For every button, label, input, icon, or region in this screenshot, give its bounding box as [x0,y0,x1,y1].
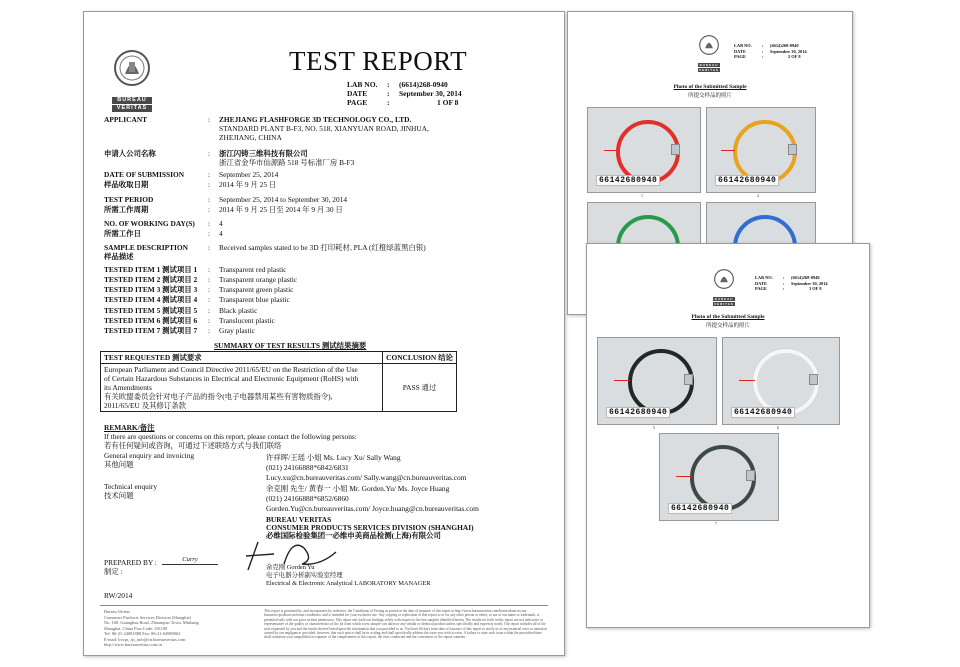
logo-text-bottom: VERITAS [112,105,152,112]
photo-caption-cn: 所提交样品的照片 [705,323,750,329]
summary-header-requested: TEST REQUESTED 测试要求 [101,352,383,364]
division-line: 必维国际检验集团一必维申美商品检测(上海)有限公司 [266,531,441,540]
page-meta: LAB NO. : (6614)268-0940 DATE : September 30, 2014 PAGE : 2 OF 8 [734,43,807,59]
tested-item-label: TESTED ITEM 3 测试项目 3 [104,285,198,294]
tested-item-label: TESTED ITEM 7 测试项目 7 [104,326,198,335]
contact-label: General enquiry and invoicing [104,451,195,460]
footer-legal-text: This report is governed by, and incorporates by reference, the Conditions of Testing as posted at the date of issuance of this report at http://www.bureauveritas.com/home/about-us/our-business/cps/about-us/terms-conditions/ and is intended for your exclusive use. Any copying or replication of this report to or for any other person or entity, or use of our name or trademark, is permitted only with our prior written permission. This report sets forth our findings solely with respect to the test samples identified herein. The results set forth in this report are not indicative or representative of the quality or characteristics of the lot from which a test sample was taken or any similar or identical product unless specifically and expressly noted. Our report includes all of the tests requested by you and the results thereof based upon the information that you provided to us. You have 60 days from date of issuance of this report to notify us of any material error or omission caused by our negligence; provided, however, that such notice shall be in writing and shall specifically address the issue you wish to raise. A failure to raise such issue within the prescribed time shall constitute your unqualified acceptance of the completeness of this report, the tests conducted and the correctness of the report contents. [264,609,547,640]
sample-photo-7 [659,433,779,521]
meta-lab-no: LAB NO. : (6614)268-0940 [347,80,448,89]
contact-label: Technical enquiry [104,482,158,491]
summary-row [101,364,457,412]
contact-line: 许祥晖/王瑶 小姐 Ms. Lucy Xu/ Sally Wang [266,453,401,462]
logo-text-top: BUREAU [112,97,152,104]
footer-divider [100,605,548,606]
field-value: Received samples stated to be 3D 打印耗材, PLA (红橙绿蓝黑白银) [219,243,426,252]
sample-label: 66142680940 [668,503,732,514]
bureau-veritas-logo: BUREAU VERITAS [698,34,720,72]
division-line: CONSUMER PRODUCTS SERVICES DIVISION (SHANGHAI) [266,523,474,532]
seal-icon [112,48,152,92]
bureau-veritas-logo [112,48,152,112]
sample-photo-5 [597,337,717,425]
report-page-3: BUREAU VERITAS LAB NO. : (6614)268-0940 DATE : September 30, 2014 PAGE : 3 OF 8 Photo of the Submitted Sample 所提交样品的照片 66142680940 5 66142680940 6 66142680940 7 [586,243,870,628]
applicant-address-cn: 浙江省金华市仙源路 518 号标准厂房 B-F3 [219,158,355,167]
summary-header-conclusion: CONCLUSION 结论 [383,352,457,364]
field-value: 4 [219,229,223,238]
field-label: TEST PERIOD [104,195,154,204]
tested-item-value: Transparent blue plastic [219,295,290,304]
seal-icon [698,34,720,58]
tested-item-label: TESTED ITEM 6 测试项目 6 [104,316,198,325]
summary-conclusion: PASS 通过 [383,364,457,412]
summary-header-row [101,352,457,364]
field-value: 2014 年 9 月 25 日至 2014 年 9 月 30 日 [219,205,343,214]
seal-icon [713,268,735,292]
report-meta [347,80,462,107]
report-page-1: BUREAU VERITAS TEST REPORT LAB NO. : (6614)268-0940 DATE : September 30, 2014 PAGE : 1 OF 8 APPLICANT : ZHEJIANG FLASHFORGE 3D TECHNOLOGY CO., LTD. STANDARD PLANT B-F3, NO. 518, XIANYUAN ROAD, JINHUA, ZHEJIANG, CHINA 申请人公司名称 : 浙江闪铸三维科技有限公司 浙江省金华市仙源路 518 号标准厂房 B-F3 DATE OF SUBMISSION : September 25, 2014 样品收取日期 : 2014 年 9 月 25 日 TEST PERIOD : September 25, 2014 to September 30, 2014 所需工作周期 : 2014 年 9 月 25 日至 2014 年 9 月 30 日 NO. OF WORKING DAY(S) : 4 所需工作日 : 4 SAMPLE DESCRIPTION : Received samples stated to be 3D 打印耗材, PLA (红橙绿蓝黑白银) 样品描述 TESTED ITEM 1 测试项目 1 : Transparent red plastic TESTED ITEM 2 测试项目 2 : Transparent orange plastic TESTED ITEM 3 测试项目 3 : Transparent green plastic TESTED ITEM 4 测试项目 4 : Transparent blue plastic TESTED ITEM 5 测试项目 5 : Black plastic TESTED ITEM 6 测试项目 6 : Translucent plastic TESTED ITEM 7 测试项目 7 : Gray plastic SUMMARY OF TEST RESULTS 测试结果摘要 TEST REQUESTED 测试要求 CONCLUSION 结论 European Parliament and Council Directive 2011/65/EU on the Restriction of the Use of Certain Hazardous Substances in Electrical and Electronic Equipment (RoHS) with its Amendments 有关欧盟委员会针对电子产品的指令(电子电器禁用某些有害物质指令), 2011/65/EU 及其修订条款 PASS 通过 REMARK/备注 If there are questions or concerns on this report, please contact the following persons: 若有任何疑问或咨询，可通过下述联络方式与我们联络 General enquiry and invoicing 其他问题 许祥晖/王瑶 小姐 Ms. Lucy Xu/ Sally Wang (021) 24166888*6842/6831 Lucy.xu@cn.bureauveritas.com/ Sally.wang@cn.bureauveritas.com Technical enquiry 技术问题 余克刚 先生/ 黄春一 小姐 Mr. Gorden.Yu/ Ms. Joyce Huang (021) 24166888*6852/6860 Gorden.Yu@cn.bureauveritas.com/ Joyce.huang@cn.bureauveritas.com BUREAU VERITAS CONSUMER PRODUCTS SERVICES DIVISION (SHANGHAI) 必维国际检验集团一必维申美商品检测(上海)有限公司 PREPARED BY : 制定 : Curry 余克刚 Gorden Yu 电子电器分析副实验室经理 Electrical & Electronic Analytical LABORATORY MANAGER RW/2014 Bureau Veritas Consumer Products Services Division (Shanghai) No. 168, Guanghua Road, Zhuanqiao Town, Minhang Shanghai, China Post Code: 201108 Tel: 86-21-24081888 Fax: 86-21-64980062 E-mail: bvcps_sh_info@cn.bureauveritas.com http://www.bureauveritas.com.cn This report is governed by, and incorporates by reference, the Conditions of Testing as posted at the date of issuance of this report at http://www.bureauveritas.com/home/about-us/our-business/cps/about-us/terms-conditions/ and is intended for your exclusive use. Any copying or replication of this report to or for any other person or entity, or use of our name or trademark, is permitted only with our prior written permission. This report sets forth our findings solely with respect to the test samples identified herein. The results set forth in this report are not indicative or representative of the quality or characteristics of the lot from which a test sample was taken or any similar or identical product unless specifically and expressly noted. Our report includes all of the tests requested by you and the results thereof based upon the information that you provided to us. You have 60 days from date of issuance of this report to notify us of any material error or omission caused by our negligence; provided, however, that such notice shall be in writing and shall specifically address the issue you wish to raise. A failure to raise such issue within the prescribed time shall constitute your unqualified acceptance of the completeness of this report, the tests conducted and the correctness of the report contents. [83,11,565,656]
sample-photo-2 [706,107,816,193]
remark-title: REMARK/备注 [104,423,155,432]
contact-line: (021) 24166888*6842/6831 [266,463,349,472]
report-title: TEST REPORT [289,46,468,76]
sample-label: 66142680940 [596,175,660,186]
field-label: DATE OF SUBMISSION [104,170,185,179]
signer-line: Electrical & Electronic Analytical LABORATORY MANAGER [266,580,431,587]
contact-line: (021) 24166888*6852/6860 [266,494,349,503]
contact-email[interactable]: Gorden.Yu@cn.bureauveritas.com/ Joyce.huang@cn.bureauveritas.com [266,504,479,513]
field-value: September 25, 2014 to September 30, 2014 [219,195,348,204]
tested-item-value: Black plastic [219,306,258,315]
summary-table [100,351,457,412]
prepared-by-signature: Curry [162,555,218,565]
contact-email[interactable]: Lucy.xu@cn.bureauveritas.com/ Sally.wang@cn.bureauveritas.com [266,473,467,482]
contact-label: 其他问题 [104,460,134,469]
tested-item-label: TESTED ITEM 5 测试项目 5 [104,306,198,315]
applicant-name: ZHEJIANG FLASHFORGE 3D TECHNOLOGY CO., LTD. [219,115,412,124]
contact-line: 余克刚 先生/ 黄春一 小姐 Mr. Gorden.Yu/ Ms. Joyce Huang [266,484,450,493]
tested-item-value: Gray plastic [219,326,255,335]
field-label: 样品描述 [104,252,134,261]
division-line: BUREAU VERITAS [266,515,332,524]
prepared-by-label: 制定 : [104,567,123,576]
sample-label: 66142680940 [715,175,779,186]
page-meta: LAB NO. : (6614)268-0940 DATE : September 30, 2014 PAGE : 3 OF 8 [755,275,828,291]
tested-item-label: TESTED ITEM 4 测试项目 4 [104,295,198,304]
remark-line: If there are questions or concerns on this report, please contact the following persons: [104,432,357,441]
field-value: 4 [219,219,223,228]
applicant-name-cn: 浙江闪铸三维科技有限公司 [219,149,308,158]
bureau-veritas-logo: BUREAU VERITAS [713,268,735,306]
meta-page: PAGE : 1 OF 8 [347,98,459,107]
field-label: 所需工作日 [104,229,141,238]
meta-date: DATE : September 30, 2014 [347,89,462,98]
form-code: RW/2014 [104,591,133,600]
report-page-2: BUREAU VERITAS LAB NO. : (6614)268-0940 DATE : September 30, 2014 PAGE : 2 OF 8 Photo of the Submitted Sample 所提交样品的照片 66142680940 1 66142680940 2 [567,11,853,315]
field-label: APPLICANT [104,115,148,124]
field-value: 2014 年 9 月 25 日 [219,180,277,189]
sample-photo-1 [587,107,701,193]
tested-item-value: Transparent green plastic [219,285,294,294]
tested-item-label: TESTED ITEM 1 测试项目 1 [104,265,198,274]
sample-photo-6 [722,337,840,425]
field-label: 样品收取日期 [104,180,149,189]
signer-line: 电子电器分析副实验室经理 [266,572,343,579]
field-label: NO. OF WORKING DAY(S) [104,219,195,228]
prepared-by-label: PREPARED BY : [104,558,157,567]
photo-caption: Photo of the Submitted Sample [691,314,765,320]
sample-label: 66142680940 [731,407,795,418]
field-label: 申请人公司名称 [104,149,156,158]
field-value: September 25, 2014 [219,170,279,179]
summary-requested: European Parliament and Council Directive 2011/65/EU on the Restriction of the Use of Certain Hazardous Substances in Electrical and Electronic Equipment (RoHS) with its Amendments 有关欧盟委员会针对电子产品的指令(电子电器禁用某些有害物质指令), 2011/65/EU 及其修订条款 [101,364,383,412]
summary-title: SUMMARY OF TEST RESULTS 测试结果摘要 [214,341,367,350]
tested-item-label: TESTED ITEM 2 测试项目 2 [104,275,198,284]
tested-item-value: Translucent plastic [219,316,275,325]
applicant-address: STANDARD PLANT B-F3, NO. 518, XIANYUAN ROAD, JINHUA, [219,124,429,133]
photo-caption-cn: 所提交样品的照片 [687,93,732,99]
footer-address: Bureau Veritas Consumer Products Services Division (Shanghai) No. 168, Guanghua Road, Zhuanqiao Town, Minhang Shanghai, China Post Code: 201108 Tel: 86-21-24081888 Fax: 86-21-64980062 E-mail: bvcps_sh_info@cn.bureauveritas.com http://www.bureauveritas.com.cn [104,609,199,647]
tested-item-value: Transparent red plastic [219,265,287,274]
tested-item-value: Transparent orange plastic [219,275,298,284]
applicant-address: ZHEJIANG, CHINA [219,133,282,142]
field-label: 所需工作周期 [104,205,149,214]
sample-label: 66142680940 [606,407,670,418]
photo-caption: Photo of the Submitted Sample [673,84,747,90]
field-label: SAMPLE DESCRIPTION [104,243,188,252]
contact-label: 技术问题 [104,491,134,500]
signer-line: 余克刚 Gorden Yu [266,564,315,571]
remark-line: 若有任何疑问或咨询，可通过下述联络方式与我们联络 [104,441,282,450]
